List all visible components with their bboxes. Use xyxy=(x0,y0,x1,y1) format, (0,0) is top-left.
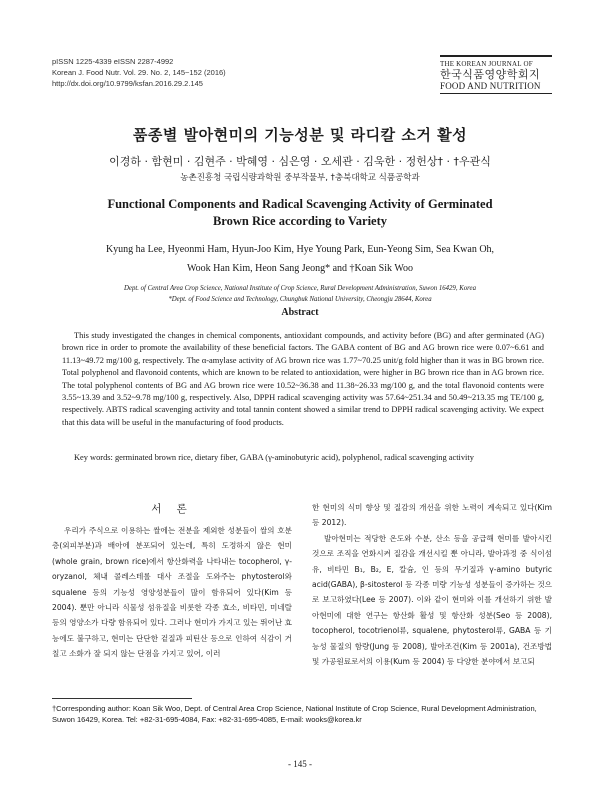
publication-meta xyxy=(52,56,226,89)
intro-paragraph-continued: 한 현미의 식미 향상 및 질감의 개선을 위한 노력이 계속되고 있다(Kim 등 2012). xyxy=(312,503,552,528)
journal-name-en-bottom: FOOD AND NUTRITION xyxy=(440,81,552,94)
english-title: Functional Components and Radical Scavenging Activity of Germinated Brown Rice according to Variety xyxy=(107,197,493,228)
korean-affiliation: 농촌진흥청 국립식량과학원 중부작물부, †충북대학교 식품공학과 xyxy=(180,173,420,183)
citation-line: Korean J. Food Nutr. Vol. 29. No. 2, 145~152 (2016) xyxy=(52,68,226,77)
intro-paragraph-1: 우리가 주식으로 이용하는 쌀에는 전분을 제외한 성분들이 쌀의 호분층(외피부분)과 배아에 분포되어 있는데, 특히 도정하지 않은 현미(whole grain, brown rice)에서 항산화력을 나타내는 tocopherol, γ-oryzanol, 체내 콜레스테롤 대사 조절을 도와주는 phytosterol와 squalene 등의 기능성 영양성분들이 많이 함유되어 있다(Kim 등 2004). 뿐만 아니라 식물성 섬유질을 비롯한 각종 효소, 비타민, 미네랄 등의 영양소가 다량 함유되어 있다. 그러나 현미가 가지고 있는 뛰어난 효능에도 불구하고, 현미는 단단한 겉질과 피틴산 등으로 인하여 식감이 거칠고 소화가 잘 되지 않는 단점을 가지고 있어, 이러 xyxy=(52,526,292,659)
english-authors-line-2: Wook Han Kim, Heon Sang Jeong* and †Koan Sik Woo xyxy=(187,263,413,274)
abstract-heading: Abstract xyxy=(281,307,319,318)
keywords: Key words: germinated brown rice, dietary fiber, GABA (γ-aminobutyric acid), polyphenol, radical scavenging activity xyxy=(74,453,474,462)
abstract-body xyxy=(62,330,544,429)
journal-top-rule xyxy=(440,55,552,57)
journal-name-kr: 한국식품영양학회지 xyxy=(440,68,541,81)
corresponding-author-footnote: †Corresponding author: Koan Sik Woo, Dept. of Central Area Crop Science, National Institute of Crop Science, Rural Development Administration, Suwon 16429, Korea. Tel: +82-31-695-4084, Fax: +82-31-695-4085, E-mail: wooks@korea.kr xyxy=(52,704,537,724)
right-column xyxy=(312,500,552,669)
page-number: - 145 - xyxy=(288,759,312,769)
english-authors-line-1: Kyung ha Lee, Hyeonmi Ham, Hyun-Joo Kim, Hye Young Park, Eun-Yeong Sim, Sea Kwan Oh, xyxy=(105,244,495,255)
issn-line: pISSN 1225-4339 eISSN 2287-4992 xyxy=(52,57,174,66)
english-affiliation-1: Dept. of Central Area Crop Science, National Institute of Crop Science, Rural Development Administration, Suwon 16429, Korea xyxy=(124,285,476,292)
intro-paragraph-2: 발아현미는 적당한 온도와 수분, 산소 등을 공급해 현미를 발아시킨 것으로 조직을 연화시켜 질감을 개선시킬 뿐 아니라, 발아과정 중 식이섬유, 비타민 B₁, B₂, E, 칼슘, 인 등의 무기질과 γ-amino butyric acid(GABA), β-sitosterol 등 각종 미량 기능성 성분들이 증가하는 것으로 보고하였다(Lee 등 2007). 이와 같이 현미와 이를 개선하기 위한 발아현미에 대한 연구는 항산화 활성 및 항산화 성분(Seo 등 2008), tocopherol, tocotrienol류, squalene, phytosterol류, GABA 등 기능성 물질의 함량(Jung 등 2008), 발아조건(Kim 등 2001a), 건조방법 및 가공원료로서의 이용(Kum 등 2004) 등 다양한 분야에서 보고되 xyxy=(312,533,552,667)
section-heading-introduction: 서 론 xyxy=(151,503,193,515)
english-affiliations xyxy=(50,283,550,305)
korean-authors: 이경하 · 함현미 · 김현주 · 박혜영 · 심은영 · 오세관 · 김욱한 · 정헌상† · †우관식 xyxy=(109,155,491,168)
journal-name-en-top: THE KOREAN JOURNAL OF xyxy=(440,60,533,68)
journal-logo xyxy=(440,55,552,94)
left-column xyxy=(52,523,292,662)
english-affiliation-2: *Dept. of Food Science and Technology, Chungbuk National University, Cheongju 28644, Korea xyxy=(168,296,432,303)
footnote-divider xyxy=(52,698,192,699)
doi-link[interactable]: http://dx.doi.org/10.9799/ksfan.2016.29.2.145 xyxy=(52,79,203,88)
korean-title: 품종별 발아현미의 기능성분 및 라디칼 소거 활성 xyxy=(132,126,468,144)
english-authors xyxy=(70,240,530,278)
abstract-text: This study investigated the changes in chemical components, antioxidant compounds, and activity before (BG) and after germinated (AG) brown rice in order to promote the availability of these beneficial factors. The GABA content of BG and AG brown rice were 0.07~6.61 and 11.13~49.72 mg/100 g, respectively. The α-amylase activity of AG brown rice was 1.77~70.25 unit/g fold higher than it was in BG brown rice. Total polyphenol and flavonoid contents, which are known to be related to antioxidation, were higher in BG brown rice than in AG brown rice. The total polyphenol contents of BG and AG brown rice were 10.52~36.38 and 11.38~26.33 mg/100 g, and the total flavonoid contents were 3.55~13.39 and 3.52~9.78 mg/100 g, respectively. Also, DPPH radical scavenging activity was 57.64~251.34 and 50.49~213.35 mg TE/100 g, respectively. ABTS radical scavenging activity and total tannin content showed a similar trend to DPPH radical scavenging activity. We expect that this data will be useful in the manufacturing of food products. xyxy=(62,331,544,427)
